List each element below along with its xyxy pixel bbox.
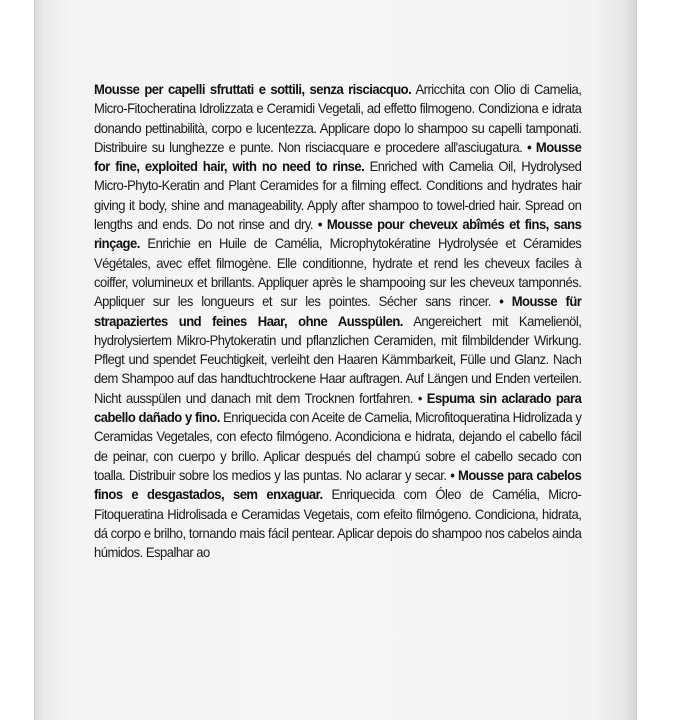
italian-heading: Mousse per capelli sfruttati e sottili, senza risciacquo. [94, 81, 412, 97]
portuguese-heading: • Mousse para cabelos finos e desgastados, sem enxaguar. [94, 466, 582, 503]
german-body: Angereichert mit Kamelienöl, hydrolysiertem Mikro-Phytokeratin und pflanzlichen Ceramiden, mit filmbildender Wirkung. Pflegt und spendet Feuchtigkeit, verleiht den Haaren Kämmbarkeit, Fülle und Glanz. Nach dem Shampoo auf das handtuchtrockene Haar auftragen. Auf Längen und Enden verteilen. Nicht ausspülen und danach mit dem Trocknen fortfahren. • [94, 312, 582, 406]
french-heading: • Mousse pour cheveux abîmés et fins, sans rinçage. [94, 216, 582, 252]
english-heading: • Mousse for fine, exploited hair, with no need to rinse. [94, 138, 582, 175]
french-body: Enrichie en Huile de Camélia, Microphytokératine Hydrolysée et Céramides Végétales, avec effet filmogène. Elle conditionne, hydrate et rend les cheveux faciles à coiffer, volumineux et brillants. Appliquer après le shampooing sur les cheveux tamponnés. Appliquer sur les longueurs et sur les pointes. Sécher sans rincer. [94, 235, 582, 310]
bottle-edge-left [34, 0, 35, 720]
italian-body: Arricchita con Olio di Camelia, Micro-Fitocheratina Idrolizzata e Ceramidi Vegetali, ad effetto filmogeno. Condiziona e idrata donando pettinabilità, corpo e lucentezza. Applicare dopo lo shampoo su capelli tamponati. Distribuire su lunghezze e punte. Non risciacquare e procedere all'asciugatura. [94, 81, 582, 155]
product-label-text [94, 80, 581, 562]
english-body: Enriched with Camelia Oil, Hydrolysed Micro-Phyto-Keratin and Plant Ceramides for a filming effect. Conditions and hydrates hair giving it body, shine and manageability. Apply after shampoo to towel-dried hair. Spread on lengths and ends. Do not rinse and dry. [94, 158, 582, 233]
german-heading: • Mousse für strapaziertes und feines Haar, ohne Ausspülen. [94, 293, 582, 329]
portuguese-body: Enriquecida com Óleo de Camélia, Micro-Fitoqueratina Hidrolisada e Ceramidas Vegetais, com efeito filmógeno. Condiciona, hidrata, dá corpo e brilho, tornando mais fácil pentear. Aplicar depois do shampoo nos cabelos ainda húmidos. Espalhar ao [94, 486, 582, 561]
spanish-body: Enriquecida con Aceite de Camelia, Microfitoqueratina Hidrolizada y Ceramidas Vegetales, con efecto filmógeno. Acondiciona e hidrata, dejando el cabello fácil de peinar, con cuerpo y brillo. Aplicar después del champú sobre el cabello secado con toalla. Distribuir sobre los medios y las puntas. No aclarar y secar. [94, 409, 582, 483]
bottle-edge-right [636, 0, 637, 720]
spanish-heading: Espuma sin aclarado para cabello dañado y fino. [94, 389, 582, 426]
